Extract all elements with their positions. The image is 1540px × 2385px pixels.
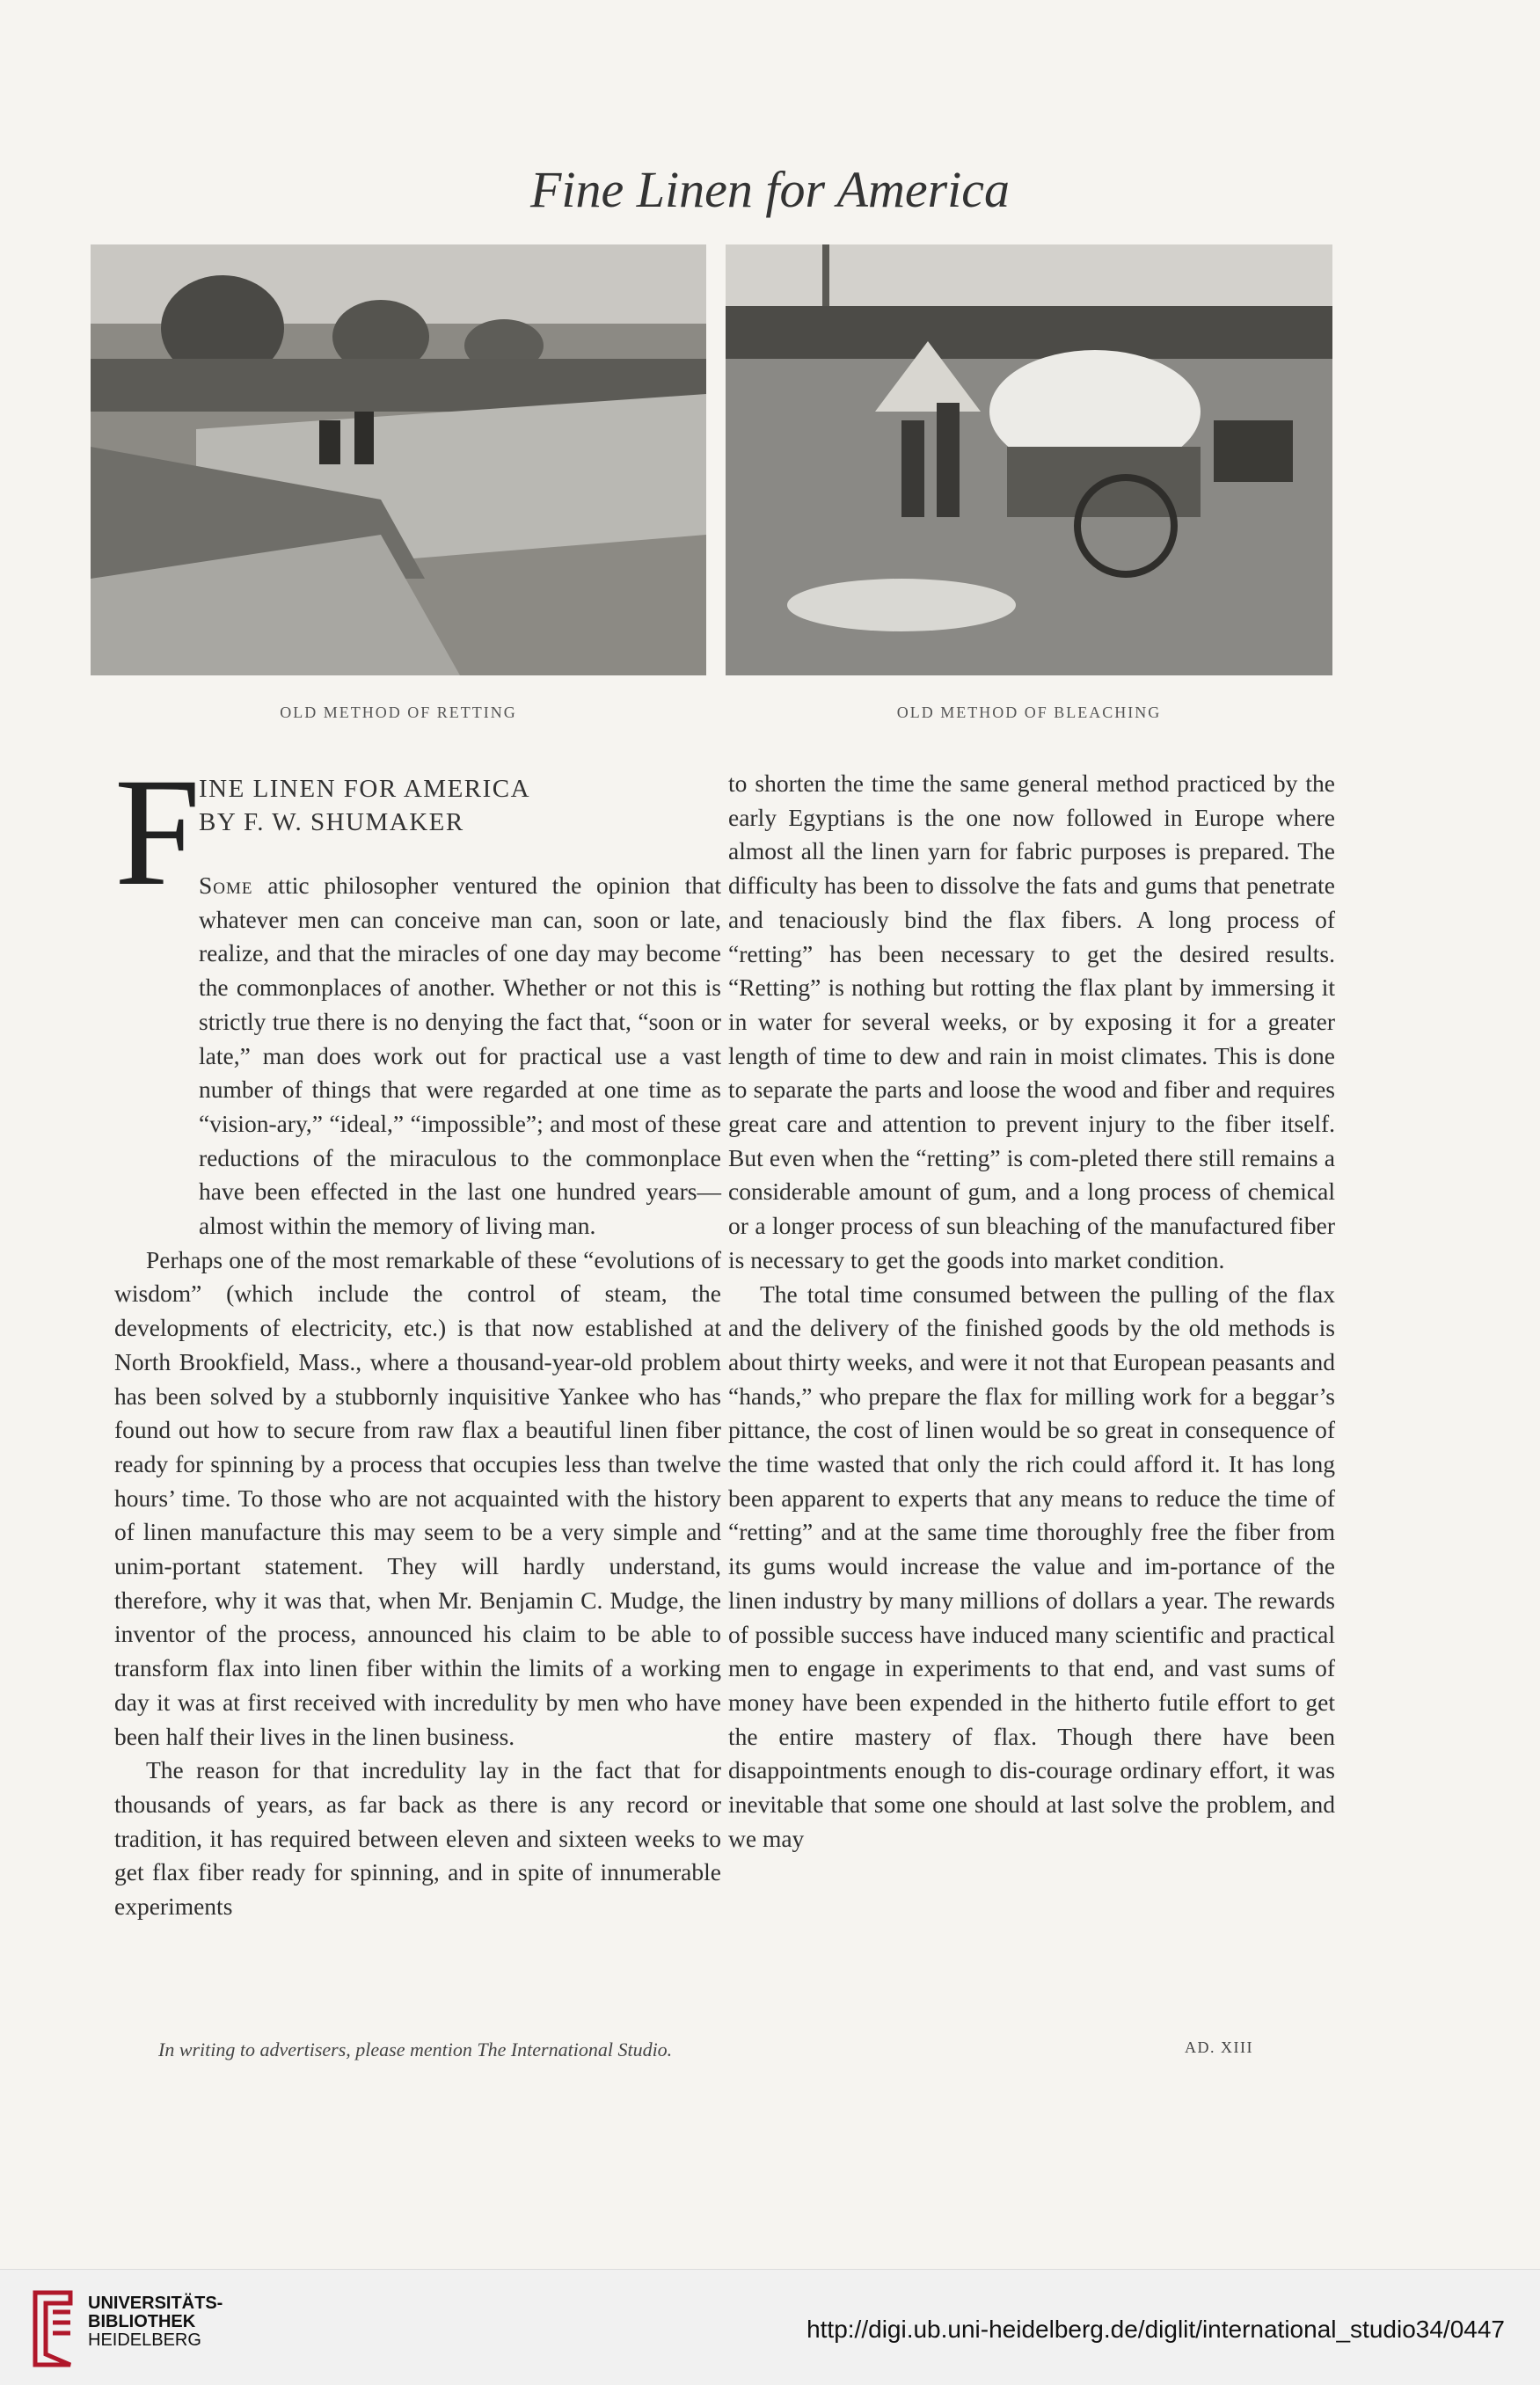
source-url-link[interactable]: http://digi.ub.uni-heidelberg.de/diglit/international_studio34/0447: [806, 2316, 1505, 2343]
paragraph-text: attic philosopher ventured the opinion that whatever men can conceive man can, soon or late, realize, and that the miracles of one day may become the commonplaces of another. Whether or not this is strictly true there is no denying the fact that, “soon or late,” man does work out for practical use a vast number of things that were regarded at one time as “vision-ary,” “ideal,” “impossible”; and most of these reductions of the miraculous to the commonplace have been effected in the last one hundred years—almost within the memory of living man.: [199, 872, 721, 1240]
library-name: [88, 2294, 223, 2350]
page-folio: AD. XIII: [1185, 2039, 1253, 2056]
library-city: HEIDELBERG: [88, 2330, 201, 2350]
bleaching-photo: [726, 244, 1332, 675]
paragraph: The reason for that incredulity lay in the fact that for thousands of years, as far back as there is any record or tradition, it has required between eleven and sixteen weeks to get flax fiber ready for spinning, and in spite of innumerable experiments: [114, 1756, 721, 1921]
library-logo-icon: [26, 2284, 79, 2372]
library-name-line: UNIVERSITÄTS-: [88, 2294, 223, 2313]
library-banner: [0, 2269, 1540, 2385]
paragraph: to shorten the time the same general method practiced by the early Egyptians is the one now followed in Europe where almost all the linen yarn for fabric purposes is prepared. The difficulty has been to dissolve the fats and gums that penetrate and tenaciously bind the flax fibers. A long process of “retting” has been necessary to get the desired results. “Retting” is nothing but rotting the flax plant by immersing it in water for several weeks, or by exposing it for a greater length of time to dew and rain in moist climates. This is done to separate the parts and loose the wood and fiber and requires great care and attention to prevent injury to the fiber itself. But even when the “retting” is com-pleted there still remains a considerable amount of gum, and a long process of chemical or a longer process of sun bleaching of the manufactured fiber is necessary to get the goods into market condition.: [728, 769, 1335, 1273]
article-title-line: INE LINEN FOR AMERICA: [199, 775, 531, 803]
paragraph: Perhaps one of the most remarkable of these “evolutions of wisdom” (which include the control of steam, the developments of electricity, etc.) is that now established at North Brookfield, Mass., where a thousand-year-old problem has been solved by a stubbornly inquisitive Yankee who has found out how to secure from raw flax a beautiful linen fiber ready for spinning by a process that occupies less than twelve hours’ time. To those who are not acquainted with the history of linen manufacture this may seem to be a very simple and unim-portant statement. They will hardly understand, therefore, why it was that, when Mr. Benjamin C. Mudge, the inventor of the process, announced his claim to be able to transform flax into linen fiber within the limits of a working day it was at first received with incredulity by men who have been half their lives in the linen business.: [114, 1245, 721, 1750]
right-column: [728, 767, 1335, 1856]
running-title: Fine Linen for America: [529, 161, 1011, 218]
first-word: Some: [199, 872, 253, 899]
bleaching-photo-caption: OLD METHOD OF BLEACHING: [896, 704, 1162, 721]
article-title: [199, 772, 530, 839]
left-column: [114, 747, 721, 1924]
retting-photo: [91, 244, 706, 675]
library-name-line: BIBLIOTHEK: [88, 2312, 196, 2331]
paragraph: The total time consumed between the pulling of the flax and the delivery of the finished goods by the old methods is about thirty weeks, and were it not that European peasants and “hands,” who prepare the flax for milling work for a beggar’s pittance, the cost of linen would be so great in consequence of the time wasted that only the rich could afford it. It has long been apparent to experts that any means to reduce the time of “retting” and at the same time thoroughly free the fiber from its gums would increase the value and im-portance of the linen industry by many millions of dollars a year. The rewards of possible success have induced many scientific and practical men to engage in experiments to that end, and vast sums of money have been expended in the hitherto futile effort to get the entire mastery of flax. Though there have been disappointments enough to dis-courage ordinary effort, it was inevitable that some one should at last solve the problem, and we may: [728, 1280, 1335, 1852]
article-opening: [114, 747, 721, 971]
dropcap: F: [114, 747, 201, 918]
retting-photo-caption: OLD METHOD OF RETTING: [280, 704, 517, 721]
article-byline: BY F. W. SHUMAKER: [199, 808, 464, 836]
advertiser-note: In writing to advertisers, please mention The International Studio.: [158, 2039, 673, 2060]
